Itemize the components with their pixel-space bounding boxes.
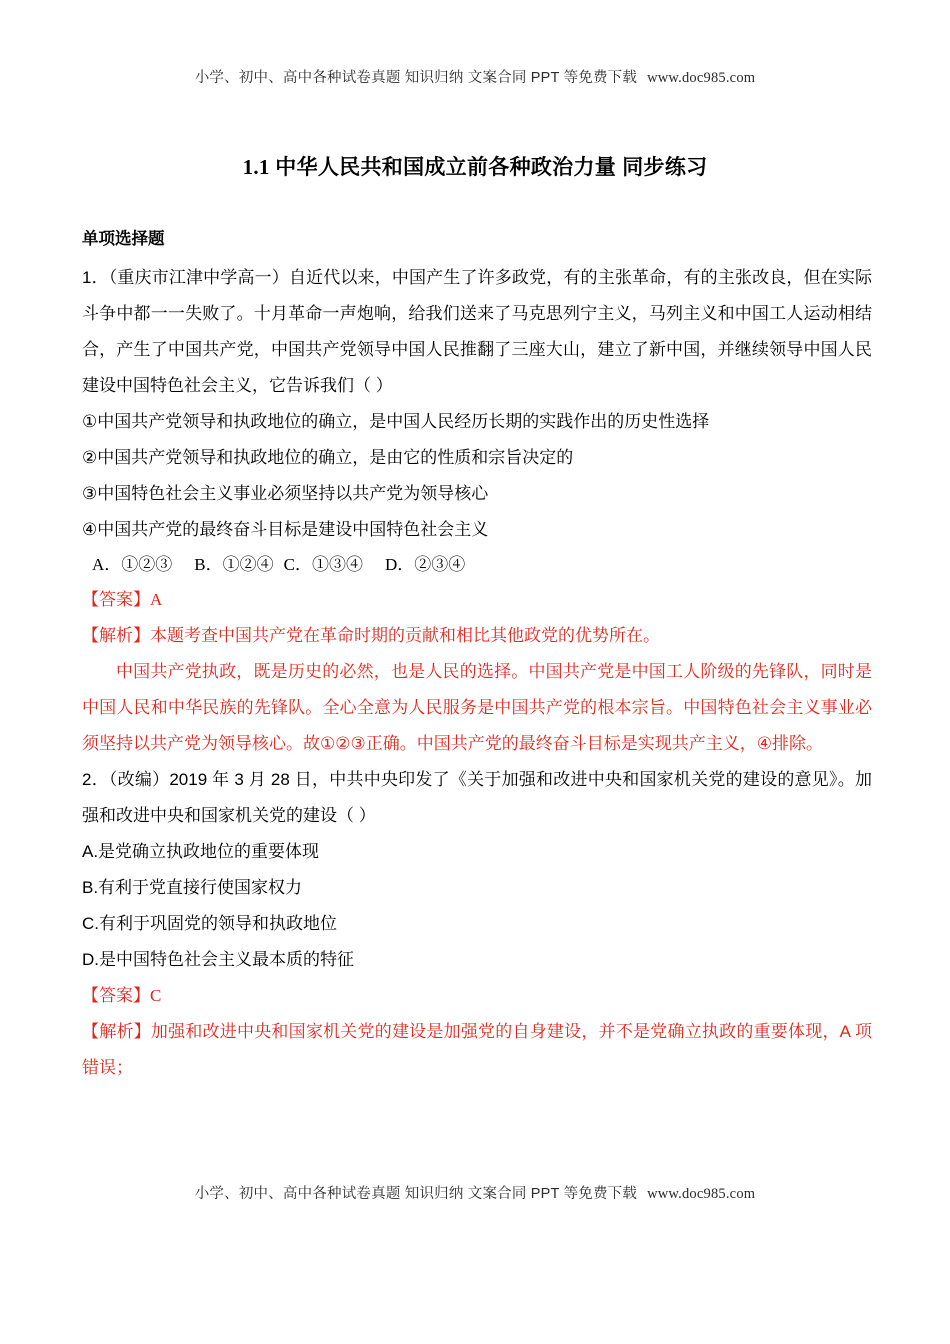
question-1-choice-d-label: D．	[384, 555, 415, 575]
question-2-stem: 2．（改编）2019 年 3 月 28 日，中共中央印发了《关于加强和改进中央和国家机关党的建设的意见》。加强和改进中央和国家机关党的建设（ ）	[82, 770, 872, 826]
question-1-analysis-body: 中国共产党执政，既是历史的必然，也是人民的选择。中国共产党是中国工人阶级的先锋队，同时是中国人民和中华民族的先锋队。全心全意为人民服务是中国共产党的根本宗旨。中国特色社会主义事业必须坚持以共产党为领导核心。故①②③正确。中国共产党的最终奋斗目标是实现共产主义，④排除。	[82, 662, 872, 754]
question-1-choice-d-value: ②③④	[414, 555, 466, 575]
running-header-text: 小学、初中、高中各种试卷真题 知识归纳 文案合同 PPT 等免费下载	[194, 70, 638, 86]
question-2-choice-a: A.是党确立执政地位的重要体现	[82, 842, 320, 862]
question-1-sub-option-2: ②中国共产党领导和执政地位的确立，是由它的性质和宗旨决定的	[82, 448, 574, 468]
title-number: 1.1	[242, 155, 270, 179]
question-1-sub-option-4: ④中国共产党的最终奋斗目标是建设中国特色社会主义	[82, 520, 489, 540]
question-2-analysis-label: 【解析】	[82, 1022, 151, 1042]
page-title	[0, 151, 950, 181]
question-1-choice-b-value: ①②④	[222, 555, 274, 575]
question-1-sub-option-1: ①中国共产党领导和执政地位的确立，是中国人民经历长期的实践作出的历史性选择	[82, 412, 710, 432]
question-2-choice-d: D.是中国特色社会主义最本质的特征	[82, 950, 354, 970]
document-body	[82, 228, 872, 1086]
running-footer-url: www.doc985.com	[647, 1186, 756, 1202]
running-header	[0, 68, 950, 88]
question-1-choice-c-value: ①③④	[311, 555, 363, 575]
running-footer	[0, 1184, 950, 1204]
question-1-analysis-lead	[82, 618, 872, 654]
question-1-analysis-label: 【解析】	[82, 626, 150, 646]
question-1-answer-label: 【答案】	[82, 590, 150, 610]
question-1-choice-a-label: A．	[92, 555, 122, 575]
question-2-analysis	[82, 1014, 872, 1086]
question-2-answer-label: 【答案】	[82, 986, 150, 1006]
question-2-choice-c: C.有利于巩固党的领导和执政地位	[82, 914, 337, 934]
question-1-stem: 1．（重庆市江津中学高一）自近代以来，中国产生了许多政党，有的主张革命，有的主张改良，但在实际斗争中都一一失败了。十月革命一声炮响，给我们送来了马克思列宁主义，马列主义和中国工人运动相结合，产生了中国共产党，中国共产党领导中国人民推翻了三座大山，建立了新中国，并继续领导中国人民建设中国特色社会主义，它告诉我们（ ）	[82, 268, 872, 396]
running-footer-text: 小学、初中、高中各种试卷真题 知识归纳 文案合同 PPT 等免费下载	[194, 1186, 638, 1202]
question-2-answer	[82, 978, 872, 1014]
question-1-answer-value: A	[150, 590, 163, 610]
question-2-analysis-text: 加强和改进中央和国家机关党的建设是加强党的自身建设，并不是党确立执政的重要体现，A 项错误；	[82, 1022, 873, 1078]
running-header-url: www.doc985.com	[647, 70, 756, 86]
question-1-analysis-lead-text: 本题考查中国共产党在革命时期的贡献和相比其他政党的优势所在。	[150, 626, 660, 646]
question-1-choice-a-value: ①②③	[121, 555, 173, 575]
question-1-choice-c-label: C．	[283, 555, 312, 575]
question-1-sub-option-3: ③中国特色社会主义事业必须坚持以共产党为领导核心	[82, 484, 489, 504]
question-2-answer-value: C	[150, 986, 162, 1006]
question-2-choice-b: B.有利于党直接行使国家权力	[82, 878, 303, 898]
section-heading: 单项选择题	[82, 230, 165, 248]
question-1-answer	[82, 582, 872, 618]
question-1-choices	[82, 548, 872, 582]
title-text: 中华人民共和国成立前各种政治力量 同步练习	[275, 156, 708, 179]
question-1-choice-b-label: B．	[194, 555, 223, 575]
